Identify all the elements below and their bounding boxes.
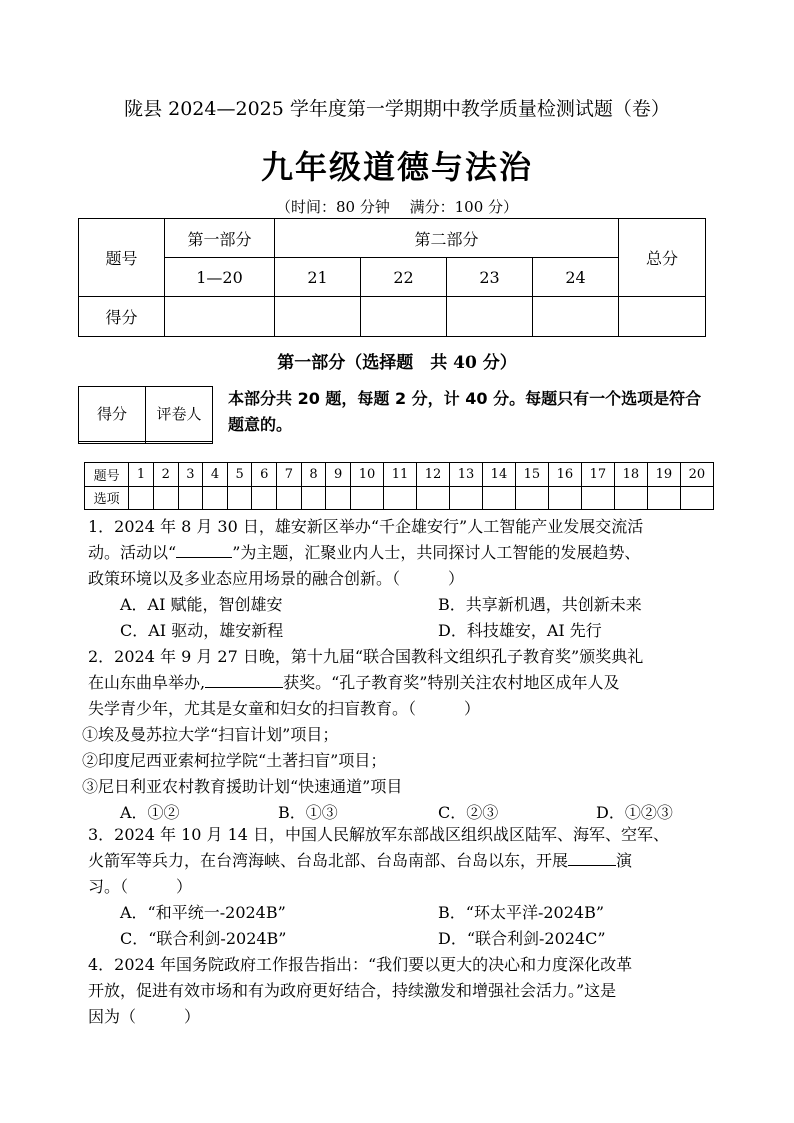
question-1 — [88, 514, 720, 644]
answer-number-cell: 5 — [227, 463, 252, 487]
option-b[interactable]: B．①③ — [278, 803, 338, 822]
part2-label-cell: 第二部分 — [275, 219, 619, 258]
question-text: 火箭军等兵力，在台湾海峡、台岛北部、台岛南部、台岛以东，开展 演 — [88, 851, 633, 870]
question-text: 政策环境以及多业态应用场景的融合创新。（ ） — [88, 569, 465, 588]
time-info: （时间：80 分钟 满分：100 分） — [275, 198, 519, 216]
answer-entry-cell[interactable] — [515, 486, 548, 510]
answer-number-cell: 1 — [129, 463, 154, 487]
answer-entry-cell[interactable] — [482, 486, 515, 510]
answer-entry-cell[interactable] — [416, 486, 449, 510]
option-d[interactable]: D．科技雄安，AI 先行 — [438, 621, 602, 640]
option-a[interactable]: A．“和平统一-2024B” — [120, 903, 286, 922]
answer-row-label: 题号 — [85, 463, 129, 487]
answer-entry-cell[interactable] — [153, 486, 178, 510]
score-label-cell: 得分 — [79, 297, 165, 337]
answer-entry-cell[interactable] — [277, 486, 302, 510]
answer-number-cell: 6 — [252, 463, 277, 487]
question-2 — [82, 644, 720, 826]
question-text: 2．2024 年 9 月 27 日晚，第十九届“联合国教科文组织孔子教育奖”颁奖典礼 — [88, 647, 644, 666]
answer-entry-cell[interactable] — [252, 486, 277, 510]
answer-number-cell: 18 — [614, 463, 647, 487]
answer-number-cell: 11 — [384, 463, 417, 487]
answer-number-cell: 17 — [581, 463, 614, 487]
question-text: 开放，促进有效市场和有为政府更好结合，持续激发和增强社会活力。”这是 — [88, 981, 617, 1000]
option-a[interactable]: A．①② — [120, 803, 180, 822]
answer-blank[interactable] — [205, 671, 283, 688]
question-text: 习。（ ） — [88, 877, 193, 896]
grader-table — [78, 386, 213, 444]
grader-score-label: 得分 — [79, 387, 146, 442]
answer-blank[interactable] — [176, 541, 232, 558]
option-b[interactable]: B．“环太平洋-2024B” — [438, 903, 605, 922]
question-4 — [88, 952, 720, 1030]
option-c[interactable]: C．AI 驱动，雄安新程 — [120, 621, 284, 640]
answer-entry-cell[interactable] — [326, 486, 351, 510]
option-c[interactable]: C．“联合利剑-2024B” — [120, 929, 287, 948]
question-number-cell: 22 — [361, 258, 447, 297]
total-label-cell: 总分 — [619, 219, 706, 297]
score-entry-cell[interactable] — [361, 297, 447, 337]
option-b[interactable]: B．共享新机遇，共创新未来 — [438, 595, 642, 614]
grader-score-entry[interactable] — [79, 441, 146, 443]
question-text: 1．2024 年 8 月 30 日，雄安新区举办“千企雄安行”人工智能产业发展交流活 — [88, 517, 644, 536]
question-number-cell: 23 — [447, 258, 533, 297]
answer-number-cell: 10 — [351, 463, 384, 487]
answer-number-cell: 4 — [203, 463, 228, 487]
answer-entry-cell[interactable] — [647, 486, 680, 510]
option-d[interactable]: D．①②③ — [596, 803, 673, 822]
answer-blank[interactable] — [568, 849, 616, 866]
answer-number-cell: 7 — [277, 463, 302, 487]
option-a[interactable]: A．AI 赋能，智创雄安 — [120, 595, 283, 614]
question-text: 失学青少年，尤其是女童和妇女的扫盲教育。（ ） — [88, 699, 481, 718]
answer-entry-cell[interactable] — [384, 486, 417, 510]
question-text: 因为（ ） — [88, 1007, 201, 1026]
score-entry-cell[interactable] — [447, 297, 533, 337]
statement-item: ③尼日利亚农村教育援助计划“快速通道”项目 — [82, 777, 403, 796]
answer-entry-cell[interactable] — [351, 486, 384, 510]
grader-name-entry[interactable] — [146, 441, 213, 443]
statement-item: ①埃及曼苏拉大学“扫盲计划”项目； — [82, 725, 339, 744]
answer-entry-cell[interactable] — [581, 486, 614, 510]
question-number-cell: 24 — [533, 258, 619, 297]
answer-entry-row — [85, 486, 714, 510]
part1-range-cell: 1—20 — [165, 258, 275, 297]
score-entry-cell[interactable] — [275, 297, 361, 337]
exam-title: 陇县 2024—2025 学年度第一学期期中教学质量检测试题（卷） — [124, 98, 670, 120]
answer-number-cell: 14 — [482, 463, 515, 487]
part1-label-cell: 第一部分 — [165, 219, 275, 258]
answer-number-cell: 16 — [548, 463, 581, 487]
answer-number-cell: 13 — [449, 463, 482, 487]
answer-row-label: 选项 — [85, 486, 129, 510]
question-number-cell: 21 — [275, 258, 361, 297]
grader-name-label: 评卷人 — [146, 387, 213, 442]
answer-number-cell: 9 — [326, 463, 351, 487]
answer-number-cell: 12 — [416, 463, 449, 487]
answer-grid — [84, 462, 714, 510]
question-text: 3．2024 年 10 月 14 日，中国人民解放军东部战区组织战区陆军、海军、空军、 — [88, 825, 670, 844]
question-3 — [88, 822, 720, 952]
answer-entry-cell[interactable] — [227, 486, 252, 510]
option-d[interactable]: D．“联合利剑-2024C” — [438, 929, 606, 948]
answer-number-cell: 20 — [680, 463, 713, 487]
score-entry-cell[interactable] — [165, 297, 275, 337]
statement-item: ②印度尼西亚索柯拉学院“土著扫盲”项目； — [82, 751, 387, 770]
answer-entry-cell[interactable] — [301, 486, 326, 510]
answer-entry-cell[interactable] — [548, 486, 581, 510]
score-table — [78, 218, 706, 337]
subject-title: 九年级道德与法治 — [260, 148, 533, 186]
question-text: 动。活动以“ ”为主题，汇聚业内人士，共同探讨人工智能的发展趋势、 — [88, 543, 641, 562]
answer-number-cell: 15 — [515, 463, 548, 487]
score-entry-cell[interactable] — [619, 297, 706, 337]
answer-number-cell: 19 — [647, 463, 680, 487]
item-label-cell: 题号 — [79, 219, 165, 297]
answer-number-row — [85, 463, 714, 487]
answer-entry-cell[interactable] — [449, 486, 482, 510]
answer-entry-cell[interactable] — [129, 486, 154, 510]
score-entry-cell[interactable] — [533, 297, 619, 337]
answer-entry-cell[interactable] — [203, 486, 228, 510]
question-text: 在山东曲阜举办, 获奖。“孔子教育奖”特别关注农村地区成年人及 — [88, 673, 620, 692]
option-c[interactable]: C．②③ — [438, 803, 499, 822]
answer-number-cell: 8 — [301, 463, 326, 487]
answer-entry-cell[interactable] — [614, 486, 647, 510]
answer-number-cell: 2 — [153, 463, 178, 487]
question-text: 4．2024 年国务院政府工作报告指出：“我们要以更大的决心和力度深化改革 — [88, 955, 633, 974]
answer-number-cell: 3 — [178, 463, 203, 487]
answer-entry-cell[interactable] — [680, 486, 713, 510]
part1-instructions: 本部分共 20 题，每题 2 分，计 40 分。每题只有一个选项是符合题意的。 — [228, 389, 702, 434]
part1-title: 第一部分（选择题 共 40 分） — [277, 353, 517, 373]
answer-entry-cell[interactable] — [178, 486, 203, 510]
